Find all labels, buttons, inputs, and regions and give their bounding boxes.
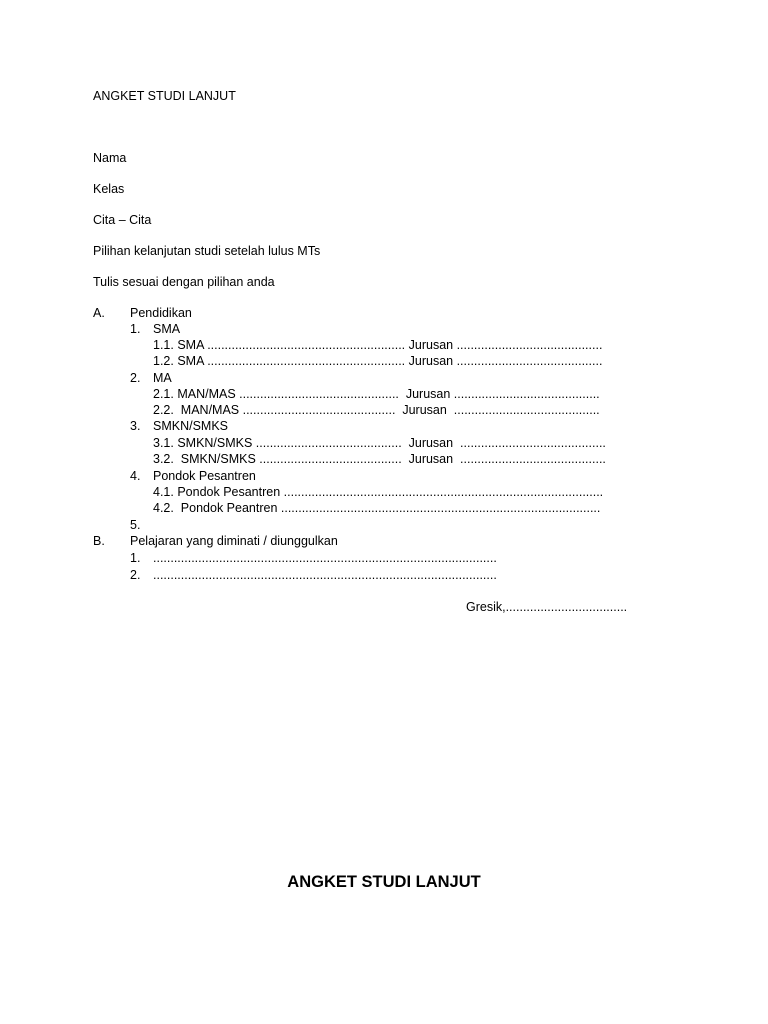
group-label: SMA [153,322,181,336]
group-label: Pondok Pesantren [153,469,256,483]
intro-instruction: Tulis sesuai dengan pilihan anda [93,275,275,289]
list-item: 2.1. MAN/MAS .............................................. Jurusan .......................................... [153,387,600,401]
group-label: SMKN/SMKS [153,419,229,433]
field-nama: Nama [93,151,127,165]
list-item: 3.1. SMKN/SMKS .......................................... Jurusan .......................................... [153,436,606,450]
group-number: 1. [130,322,141,336]
group-number-empty: 5. [130,518,141,532]
list-item: 4.2. Pondok Peantren ............................................................................................ [153,501,601,515]
intro-question: Pilihan kelanjutan studi setelah lulus MTs [93,244,321,258]
answer-line: ................................................................................................... [153,551,497,565]
group-number: 4. [130,469,141,483]
section-b-heading: Pelajaran yang diminati / diunggulkan [130,534,338,548]
field-kelas: Kelas [93,182,125,196]
answer-line: ................................................................................................... [153,568,497,582]
list-item: 4.1. Pondok Pesantren ............................................................................................ [153,485,604,499]
list-item: 1.2. SMA ......................................................... Jurusan .......................................... [153,354,603,368]
group-number: 2. [130,371,141,385]
list-item: 2.2. MAN/MAS ............................................ Jurusan .......................................... [153,403,600,417]
list-item: 3.2. SMKN/SMKS ......................................... Jurusan .......................................... [153,452,606,466]
group-label: MA [153,371,172,385]
answer-number: 2. [130,568,141,582]
bottom-title: ANGKET STUDI LANJUT [287,873,481,891]
signature-line: Gresik,................................... [466,600,628,614]
field-cita-cita: Cita – Cita [93,213,152,227]
list-item: 1.1. SMA ......................................................... Jurusan .......................................... [153,338,603,352]
section-a-marker: A. [93,306,105,320]
document-title: ANGKET STUDI LANJUT [93,89,236,103]
group-number: 3. [130,419,141,433]
section-a-heading: Pendidikan [130,306,192,320]
answer-number: 1. [130,551,141,565]
section-b-marker: B. [93,534,105,548]
